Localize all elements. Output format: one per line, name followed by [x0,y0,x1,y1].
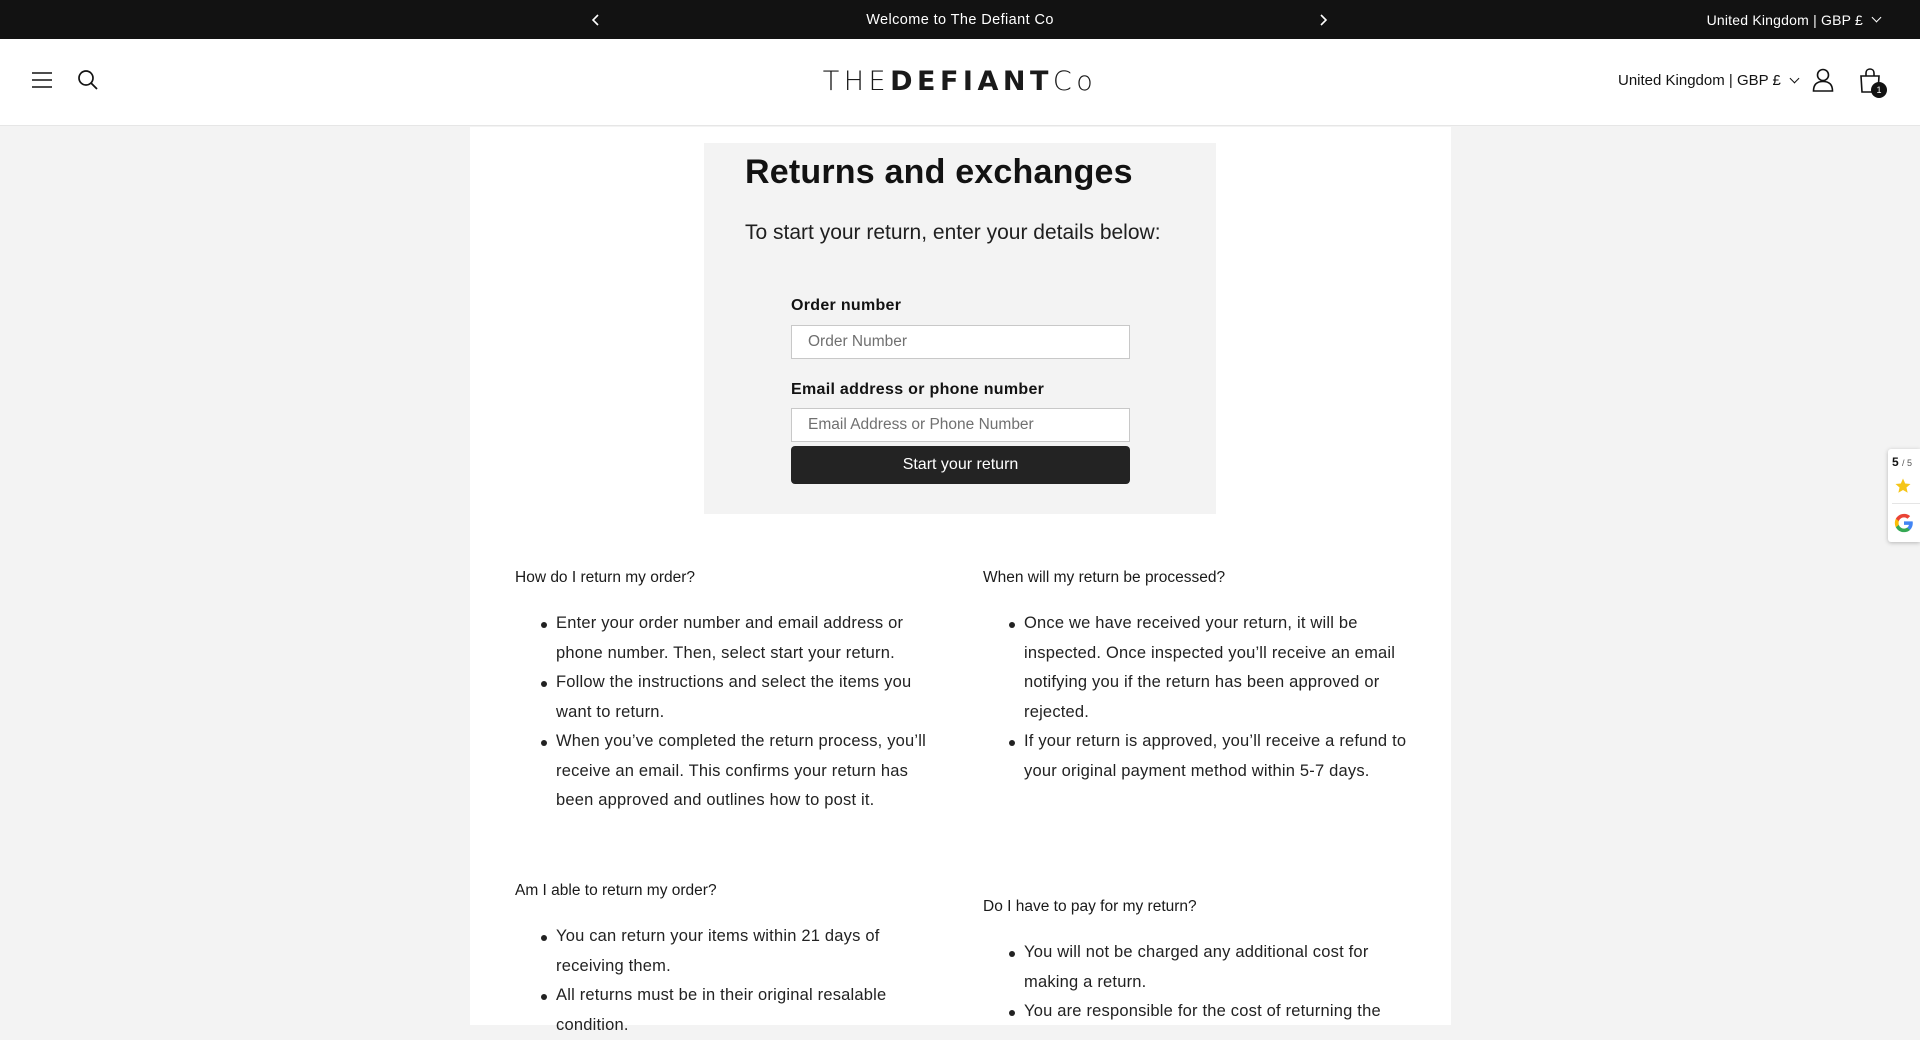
cart-count-badge: 1 [1871,82,1887,98]
logo-part-the: THE [822,65,891,97]
page-title: Returns and exchanges [745,153,1133,191]
hamburger-menu-icon [31,71,53,89]
chevron-down-icon [1872,13,1882,23]
cart-button[interactable] [1853,63,1887,99]
region-label: United Kingdom | GBP £ [1618,71,1781,89]
faq-list [983,938,1413,1027]
form-subtitle: To start your return, enter your details below: [745,221,1161,244]
chevron-down-icon [1789,73,1799,83]
faq-question: Do I have to pay for my return? [983,898,1197,915]
star-icon [1894,477,1912,495]
announcement-region-selector[interactable] [1707,0,1880,39]
faq-section-when-processed [983,569,1413,786]
site-header [0,39,1920,126]
faq-section-pay-for-return [983,898,1413,1027]
chevron-left-icon [591,13,601,27]
faq-section-able-to-return [515,882,945,1040]
review-divider [1892,503,1920,504]
faq-question: When will my return be processed? [983,569,1226,586]
faq-list [515,609,945,816]
search-button[interactable] [74,65,102,95]
google-logo-icon [1893,512,1915,534]
faq-list [983,609,1413,786]
start-return-button[interactable]: Start your return [791,446,1130,484]
announcement-message: Welcome to The Defiant Co [866,11,1054,28]
list-item: You are responsible for the cost of returning the [1024,997,1413,1027]
review-score-max: / 5 [1902,458,1913,468]
header-region-selector[interactable] [1618,65,1798,95]
returns-form-card [704,143,1216,514]
faq-question: How do I return my order? [515,569,696,586]
order-number-input[interactable] [791,325,1130,359]
chevron-right-icon [1318,13,1328,27]
list-item: You will not be charged any additional cost for making a return. [1024,938,1413,997]
user-icon [1812,68,1834,92]
faq-list [515,922,945,1040]
logo-part-co: Co [1052,65,1098,97]
menu-button[interactable] [28,65,56,95]
email-phone-label: Email address or phone number [791,381,1045,398]
list-item: All returns must be in their original resalable condition. [556,981,945,1040]
review-score-value: 5 [1892,455,1899,469]
announcement-prev-button[interactable] [584,0,608,39]
review-score [1888,455,1920,469]
region-label: United Kingdom | GBP £ [1706,11,1863,28]
list-item: You can return your items within 21 days of receiving them. [556,922,945,981]
list-item: When you’ve completed the return process, you’ll receive an email. This confirms your return has been approved and outlines how to post it. [556,727,945,816]
list-item: Enter your order number and email address or phone number. Then, select start your return. [556,609,945,668]
review-widget[interactable] [1888,449,1920,542]
announcement-next-button[interactable] [1311,0,1335,39]
list-item: If your return is approved, you’ll receive a refund to your original payment method within 5-7 days. [1024,727,1413,786]
main-content [470,127,1451,1034]
account-button[interactable] [1808,63,1838,97]
list-item: Once we have received your return, it will be inspected. Once inspected you’ll receive an email notifying you if the return has been approved or rejected. [1024,609,1413,727]
faq-section-how-return [515,569,945,816]
search-icon [77,69,99,91]
site-logo[interactable] [760,61,1160,101]
order-number-label: Order number [791,297,902,314]
faq-question: Am I able to return my order? [515,882,717,899]
announcement-bar [0,0,1920,39]
list-item: Follow the instructions and select the items you want to return. [556,668,945,727]
email-phone-input[interactable] [791,408,1130,442]
logo-part-defiant: DEFIANT [890,65,1053,97]
